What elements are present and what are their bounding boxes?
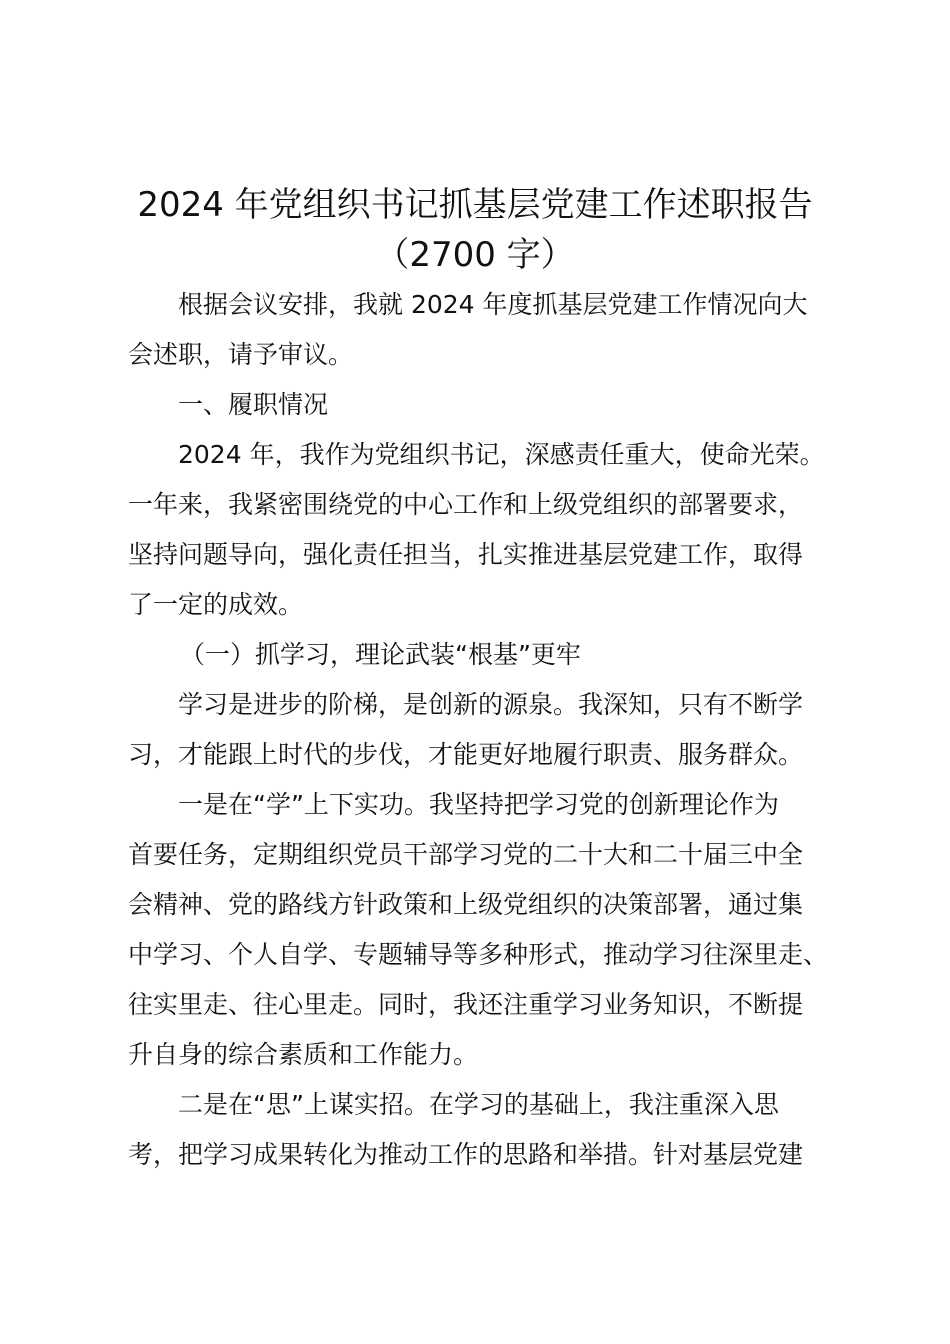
paragraph-learn-line-4: 中学习、个人自学、专题辅导等多种形式，推动学习往深里走、 bbox=[128, 940, 829, 969]
paragraph-summary-line-3: 坚持问题导向，强化责任担当，扎实推进基层党建工作，取得 bbox=[128, 540, 804, 569]
paragraph-study-line-1: 学习是进步的阶梯，是创新的源泉。我深知，只有不断学 bbox=[178, 690, 804, 719]
subsection-heading: （一）抓学习，理论武装“根基”更牢 bbox=[180, 640, 581, 669]
paragraph-learn-line-6: 升自身的综合素质和工作能力。 bbox=[128, 1040, 479, 1069]
paragraph-think-line-1: 二是在“思”上谋实招。在学习的基础上，我注重深入思 bbox=[178, 1090, 779, 1119]
section-heading: 一、履职情况 bbox=[178, 390, 329, 419]
paragraph-intro-line-2: 会述职，请予审议。 bbox=[128, 340, 354, 369]
paragraph-learn-line-5: 往实里走、往心里走。同时，我还注重学习业务知识，不断提 bbox=[128, 990, 804, 1019]
paragraph-summary-line-4: 了一定的成效。 bbox=[128, 590, 304, 619]
document-title-wordcount: （2700 字） bbox=[375, 235, 575, 275]
paragraph-summary-line-2: 一年来，我紧密围绕党的中心工作和上级党组织的部署要求， bbox=[128, 490, 804, 519]
paragraph-intro-line-1: 根据会议安排，我就 2024 年度抓基层党建工作情况向大 bbox=[178, 290, 808, 319]
paragraph-summary-line-1: 2024 年，我作为党组织书记，深感责任重大，使命光荣。 bbox=[178, 440, 825, 469]
document-title: 2024 年党组织书记抓基层党建工作述职报告 bbox=[137, 185, 813, 225]
paragraph-learn-line-3: 会精神、党的路线方针政策和上级党组织的决策部署，通过集 bbox=[128, 890, 804, 919]
paragraph-think-line-2: 考，把学习成果转化为推动工作的思路和举措。针对基层党建 bbox=[128, 1140, 804, 1169]
paragraph-study-line-2: 习，才能跟上时代的步伐，才能更好地履行职责、服务群众。 bbox=[128, 740, 804, 769]
paragraph-learn-line-2: 首要任务，定期组织党员干部学习党的二十大和二十届三中全 bbox=[128, 840, 804, 869]
paragraph-learn-line-1: 一是在“学”上下实功。我坚持把学习党的创新理论作为 bbox=[178, 790, 779, 819]
